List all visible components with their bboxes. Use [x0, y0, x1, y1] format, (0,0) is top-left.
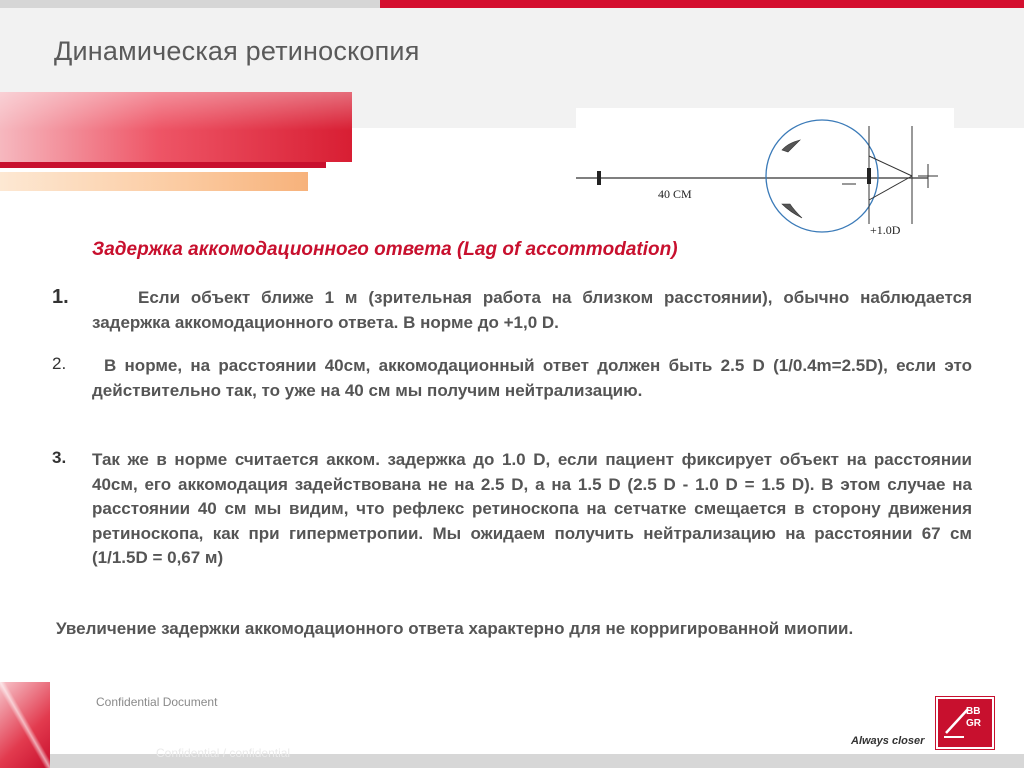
decorative-banner [0, 92, 355, 202]
confidential-faded-label: Confidential / confidential [156, 746, 291, 760]
item-1-text: Если объект ближе 1 м (зрительная работа на близком расстоянии), обычно наблюдается задержка аккомодационного ответа. В норме до +1,0 D. [92, 288, 972, 332]
tagline: Always closer [851, 735, 925, 747]
item-2-text: В норме, на расстоянии 40см, аккомодационный ответ должен быть 2.5 D (1/0.4m=2.5D), если это действительно так, то уже на 40 см мы получим нейтрализацию. [92, 356, 972, 400]
lens-label: +1.0D [870, 223, 901, 237]
item-1-number: 1. [52, 286, 69, 308]
conclusion-text: Увеличение задержки аккомодационного ответа характерно для не корригированной миопии. [56, 619, 854, 638]
section-subtitle: Задержка аккомодационного ответа (Lag of accommodation) [92, 239, 678, 260]
top-bar-red [380, 0, 1024, 8]
distance-label: 40 СМ [658, 187, 692, 201]
slide-title: Динамическая ретиноскопия [54, 36, 420, 66]
top-bar-gray [0, 0, 380, 8]
company-logo: BB GR [936, 697, 994, 749]
footer-accent [0, 682, 50, 768]
confidential-label: Confidential Document [96, 695, 218, 709]
item-3-text: Так же в норме считается акком. задержка до 1.0 D, если пациент фиксирует объект на расстоянии 40см, его аккомодация задействована не на 2.5 D, а на 1.5 D (2.5 D - 1.0 D = 1.5 D). В этом случае на расстоянии 40 см мы видим, что рефлекс ретиноскопа на сетчатке смещается в сторону движения ретиноскопа, как при гиперметропии. Мы ожидаем получить нейтрализацию на расстоянии 67 см (1/1.5D = 0,67 м) [92, 450, 972, 567]
retinoscope-marker [597, 171, 601, 185]
eye-circle [766, 120, 878, 232]
item-3-number: 3. [52, 448, 67, 467]
item-2-number: 2. [52, 354, 67, 373]
retinoscopy-diagram [576, 108, 954, 238]
